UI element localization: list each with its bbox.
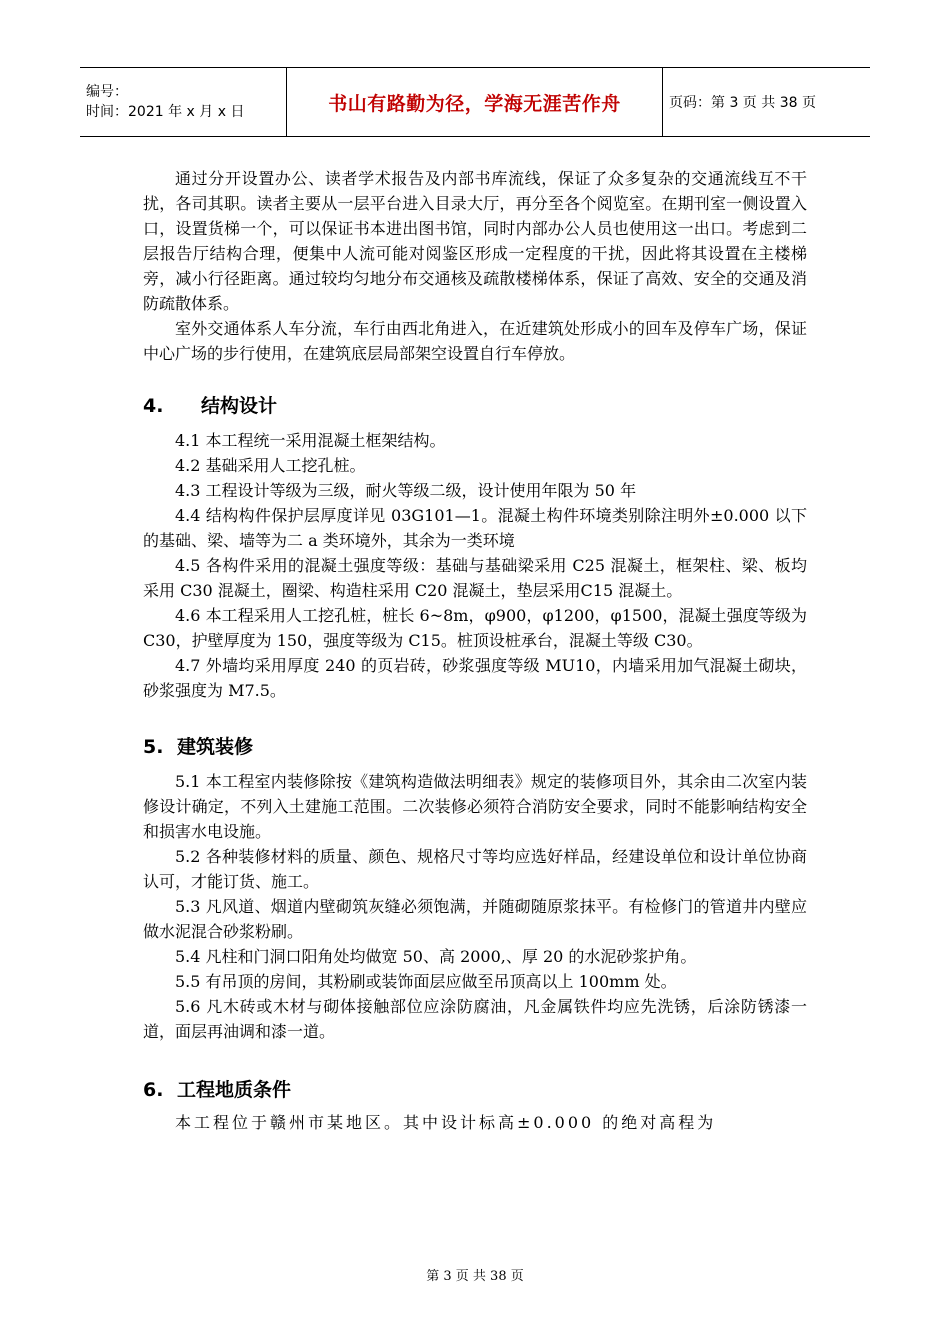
section-6-number: 6.: [143, 1079, 164, 1101]
section-5-item: 5.4 凡柱和门洞口阳角处均做宽 50、高 2000,、厚 20 的水泥砂浆护角。: [175, 947, 697, 966]
section-5-item: 5.6 凡木砖或木材与砌体接触部位应涂防腐油，凡金属铁件均应先洗锈，后涂防锈漆一道，面层再油调和漆一道。: [143, 997, 807, 1041]
section-4-item: 4.5 各构件采用的混凝土强度等级：基础与基础梁采用 C25 混凝土，框架柱、梁、板均采用 C30 混凝土，圈梁、构造柱采用 C20 混凝土，垫层采用C15 混凝土。: [143, 556, 807, 600]
header-meta: [80, 68, 287, 136]
section-5-number: 5.: [143, 736, 164, 758]
header-page-number: 页码：第 3 页 共 38 页: [669, 95, 816, 111]
section-4-item: 4.1 本工程统一采用混凝土框架结构。: [175, 431, 446, 450]
section-4-item: 4.6 本工程采用人工挖孔桩，桩长 6~8m，φ900，φ1200，φ1500，混凝土强度等级为 C30，护壁厚度为 150，强度等级为 C15。桩顶设桩承台，混凝土等级 C30。: [143, 606, 807, 650]
section-4-item: 4.2 基础采用人工挖孔桩。: [175, 456, 366, 475]
section-4-title: 结构设计: [201, 395, 278, 417]
section-5-heading: [143, 733, 807, 761]
header-page-cell: [663, 68, 870, 136]
document-body: [143, 166, 807, 1135]
header-motto: 书山有路勤为径，学海无涯苦作舟: [328, 92, 621, 115]
document-number-label: 编号：: [86, 84, 128, 100]
section-6-title: 工程地质条件: [177, 1079, 292, 1101]
section-4-number: 4.: [143, 395, 164, 417]
section-5-item: 5.1 本工程室内装修除按《建筑构造做法明细表》规定的装修项目外，其余由二次室内装修设计确定，不列入土建施工范围。二次装修必须符合消防安全要求，同时不能影响结构安全和损害水电设施。: [143, 772, 807, 841]
section-5-item: 5.3 凡风道、烟道内壁砌筑灰缝必须饱满，并随砌随原浆抹平。有检修门的管道井内壁应做水泥混合砂浆粉刷。: [143, 897, 807, 941]
page-header: [80, 67, 870, 137]
section-4-heading: [143, 392, 807, 420]
section-5-item: 5.5 有吊顶的房间，其粉刷或装饰面层应做至吊顶高以上 100mm 处。: [175, 972, 677, 991]
section-4-item: 4.7 外墙均采用厚度 240 的页岩砖，砂浆强度等级 MU10，内墙采用加气混凝土砌块，砂浆强度为 M7.5。: [143, 656, 807, 700]
intro-paragraph-2: 室外交通体系人车分流，车行由西北角进入，在近建筑处形成小的回车及停车广场，保证中心广场的步行使用，在建筑底层局部架空设置自行车停放。: [143, 319, 807, 363]
section-6-heading: [143, 1076, 807, 1104]
page-footer: 第 3 页 共 38 页: [426, 1269, 524, 1284]
section-4-item: 4.3 工程设计等级为三级，耐火等级二级，设计使用年限为 50 年: [175, 481, 637, 500]
intro-paragraph-1: 通过分开设置办公、读者学术报告及内部书库流线，保证了众多复杂的交通流线互不干扰，各司其职。读者主要从一层平台进入目录大厅，再分至各个阅览室。在期刊室一侧设置入口，设置货梯一个，可以保证书本进出图书馆，同时内部办公人员也使用这一出口。考虑到二层报告厅结构合理，便集中人流可能对阅鉴区形成一定程度的干扰，因此将其设置在主楼梯旁，减小行径距离。通过较均匀地分布交通核及疏散楼梯体系，保证了高效、安全的交通及消防疏散体系。: [143, 169, 807, 313]
document-date-label: 时间：2021 年 x 月 x 日: [86, 104, 245, 120]
section-4-item: 4.4 结构构件保护层厚度详见 03G101—1。混凝土构件环境类别除注明外±0.000 以下的基础、梁、墙等为二 a 类环境外，其余为一类环境: [143, 506, 807, 550]
section-6-paragraph: 本工程位于赣州市某地区。其中设计标高±0.000 的绝对高程为: [175, 1113, 717, 1132]
header-motto-cell: [287, 68, 663, 136]
section-5-title: 建筑装修: [177, 736, 254, 758]
section-5-item: 5.2 各种装修材料的质量、颜色、规格尺寸等均应选好样品，经建设单位和设计单位协商认可，才能订货、施工。: [143, 847, 807, 891]
